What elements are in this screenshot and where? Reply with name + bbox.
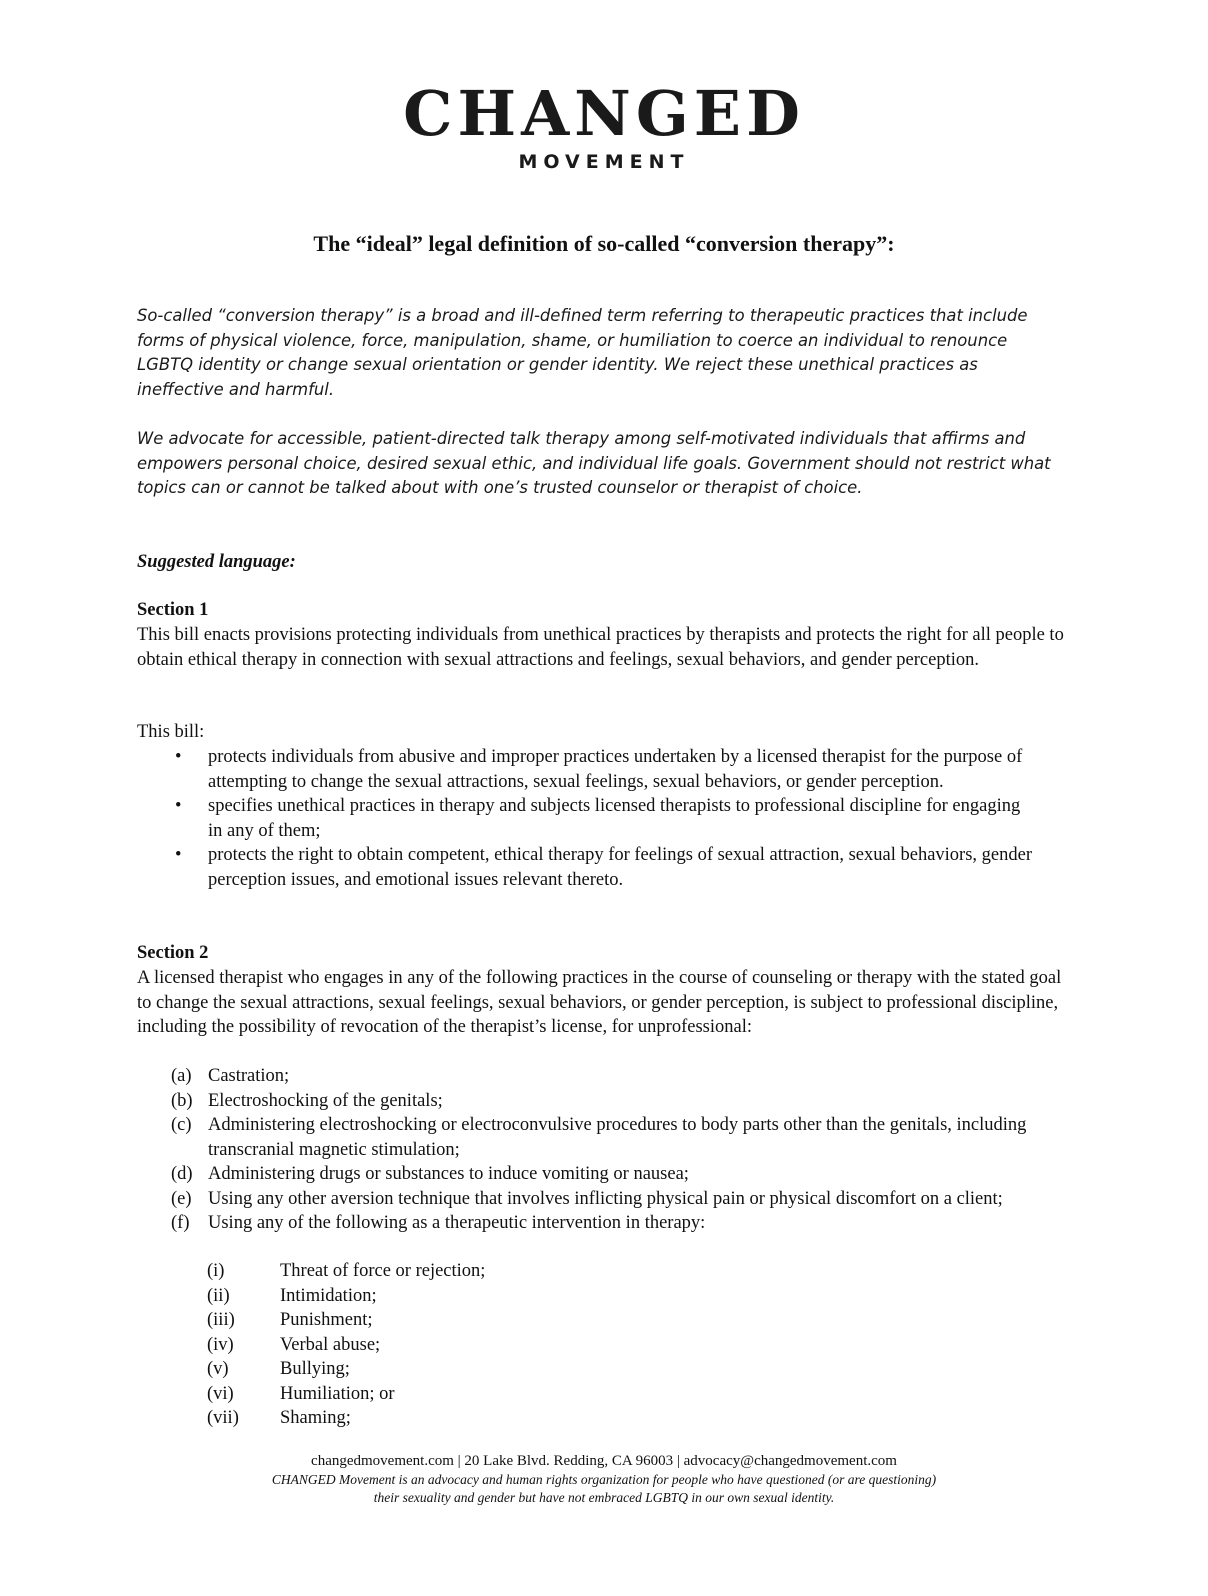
logo-subtitle: MOVEMENT <box>518 151 690 173</box>
list-item-text: Castration; <box>208 1066 290 1086</box>
list-item <box>137 1333 737 1358</box>
list-item <box>137 1064 1067 1089</box>
this-bill-label: This bill: <box>137 722 205 742</box>
list-item <box>137 1211 1067 1236</box>
intro-paragraph-2: We advocate for accessible, patient-directed talk therapy among self-motivated individuals that affirms and empowers personal choice, desired sexual ethic, and individual life goals. Government should not restrict what topics can or cannot be talked about with one’s trusted counselor or therapist of choice. <box>137 429 1051 497</box>
list-item-text: Administering drugs or substances to induce vomiting or nausea; <box>208 1164 689 1184</box>
list-item-text: Bullying; <box>280 1359 350 1379</box>
list-item <box>137 1259 737 1284</box>
list-marker: (e) <box>171 1188 192 1209</box>
list-item <box>137 794 1037 843</box>
bullet-text: specifies unethical practices in therapy and subjects licensed therapists to professional discipline for engaging in any of them; <box>208 796 1021 841</box>
list-marker: (b) <box>171 1090 193 1111</box>
list-item-text: Intimidation; <box>280 1285 377 1306</box>
bullet-text: protects individuals from abusive and improper practices undertaken by a licensed therapist for the purpose of attempting to change the sexual attractions, sexual feelings, sexual behaviors, or gender perception. <box>208 747 1023 792</box>
list-item <box>137 1382 737 1407</box>
list-item <box>137 1089 1067 1114</box>
list-item <box>137 1308 737 1333</box>
section-1-heading: Section 1 <box>137 600 209 620</box>
logo-wordmark: CHANGED <box>403 77 805 150</box>
list-item-text: Administering electroshocking or electroconvulsive procedures to body parts other than the genitals, including transcranial magnetic stimulation; <box>208 1115 1027 1160</box>
list-marker: (i) <box>207 1261 225 1281</box>
section-1-text: This bill enacts provisions protecting individuals from unethical practices by therapists and protects the right for all people to obtain ethical therapy in connection with sexual attractions and feelings, sexual behaviors, and gender perception. <box>137 625 1064 670</box>
list-item-text: Using any of the following as a therapeutic intervention in therapy: <box>208 1213 706 1233</box>
list-marker: (vii) <box>207 1408 239 1428</box>
subpractices-list <box>137 1259 737 1431</box>
suggested-language-label: Suggested language: <box>137 552 296 572</box>
list-item <box>137 745 1037 794</box>
list-marker: (iii) <box>207 1310 235 1330</box>
intro-paragraph-1: So-called “conversion therapy” is a broad and ill-defined term referring to therapeutic practices that include forms of physical violence, force, manipulation, shame, or humiliation to coerce an individual to renounce LGBTQ identity or change sexual orientation or gender identity. We reject these unethical practices as ineffective and harmful. <box>137 306 1028 399</box>
list-marker: (a) <box>171 1066 192 1086</box>
list-marker: (f) <box>171 1213 190 1233</box>
list-item <box>137 1187 1067 1212</box>
section-1-bullet-list <box>137 745 1037 892</box>
list-item <box>137 1406 737 1431</box>
list-item-text: Electroshocking of the genitals; <box>208 1090 443 1111</box>
footer-contact: changedmovement.com | 20 Lake Blvd. Redding, CA 96003 | advocacy@changedmovement.com <box>311 1453 897 1469</box>
section-2-heading: Section 2 <box>137 943 209 963</box>
list-item <box>137 1162 1067 1187</box>
list-marker: (iv) <box>207 1334 234 1355</box>
bullet-icon: • <box>175 747 182 767</box>
document-title: The “ideal” legal definition of so-called “conversion therapy”: <box>313 231 895 256</box>
list-marker: (d) <box>171 1164 193 1184</box>
list-item-text: Using any other aversion technique that involves inflicting physical pain or physical discomfort on a client; <box>208 1188 1003 1209</box>
list-item-text: Punishment; <box>280 1310 373 1330</box>
bullet-icon: • <box>175 796 182 816</box>
list-item-text: Humiliation; or <box>280 1383 395 1404</box>
list-item <box>137 1113 1067 1162</box>
footer-description-line-2: their sexuality and gender but have not embraced LGBTQ in our own sexual identity. <box>373 1490 835 1505</box>
list-item <box>137 843 1037 892</box>
list-marker: (v) <box>207 1359 229 1379</box>
list-marker: (c) <box>171 1115 192 1135</box>
list-item <box>137 1284 737 1309</box>
practices-list <box>137 1064 1067 1236</box>
list-marker: (ii) <box>207 1285 230 1306</box>
section-2-text: A licensed therapist who engages in any of the following practices in the course of counseling or therapy with the stated goal to change the sexual attractions, sexual feelings, sexual behaviors, or gender perception, is subject to professional discipline, including the possibility of revocation of the therapist’s license, for unprofessional: <box>137 968 1062 1037</box>
list-marker: (vi) <box>207 1383 234 1404</box>
bullet-icon: • <box>175 845 182 865</box>
list-item-text: Verbal abuse; <box>280 1334 381 1355</box>
list-item <box>137 1357 737 1382</box>
list-item-text: Shaming; <box>280 1408 351 1428</box>
footer-description-line-1: CHANGED Movement is an advocacy and human rights organization for people who have questioned (or are questioning) <box>271 1472 937 1487</box>
bullet-text: protects the right to obtain competent, ethical therapy for feelings of sexual attraction, sexual behaviors, gender perception issues, and emotional issues relevant thereto. <box>208 845 1032 890</box>
list-item-text: Threat of force or rejection; <box>280 1261 486 1281</box>
